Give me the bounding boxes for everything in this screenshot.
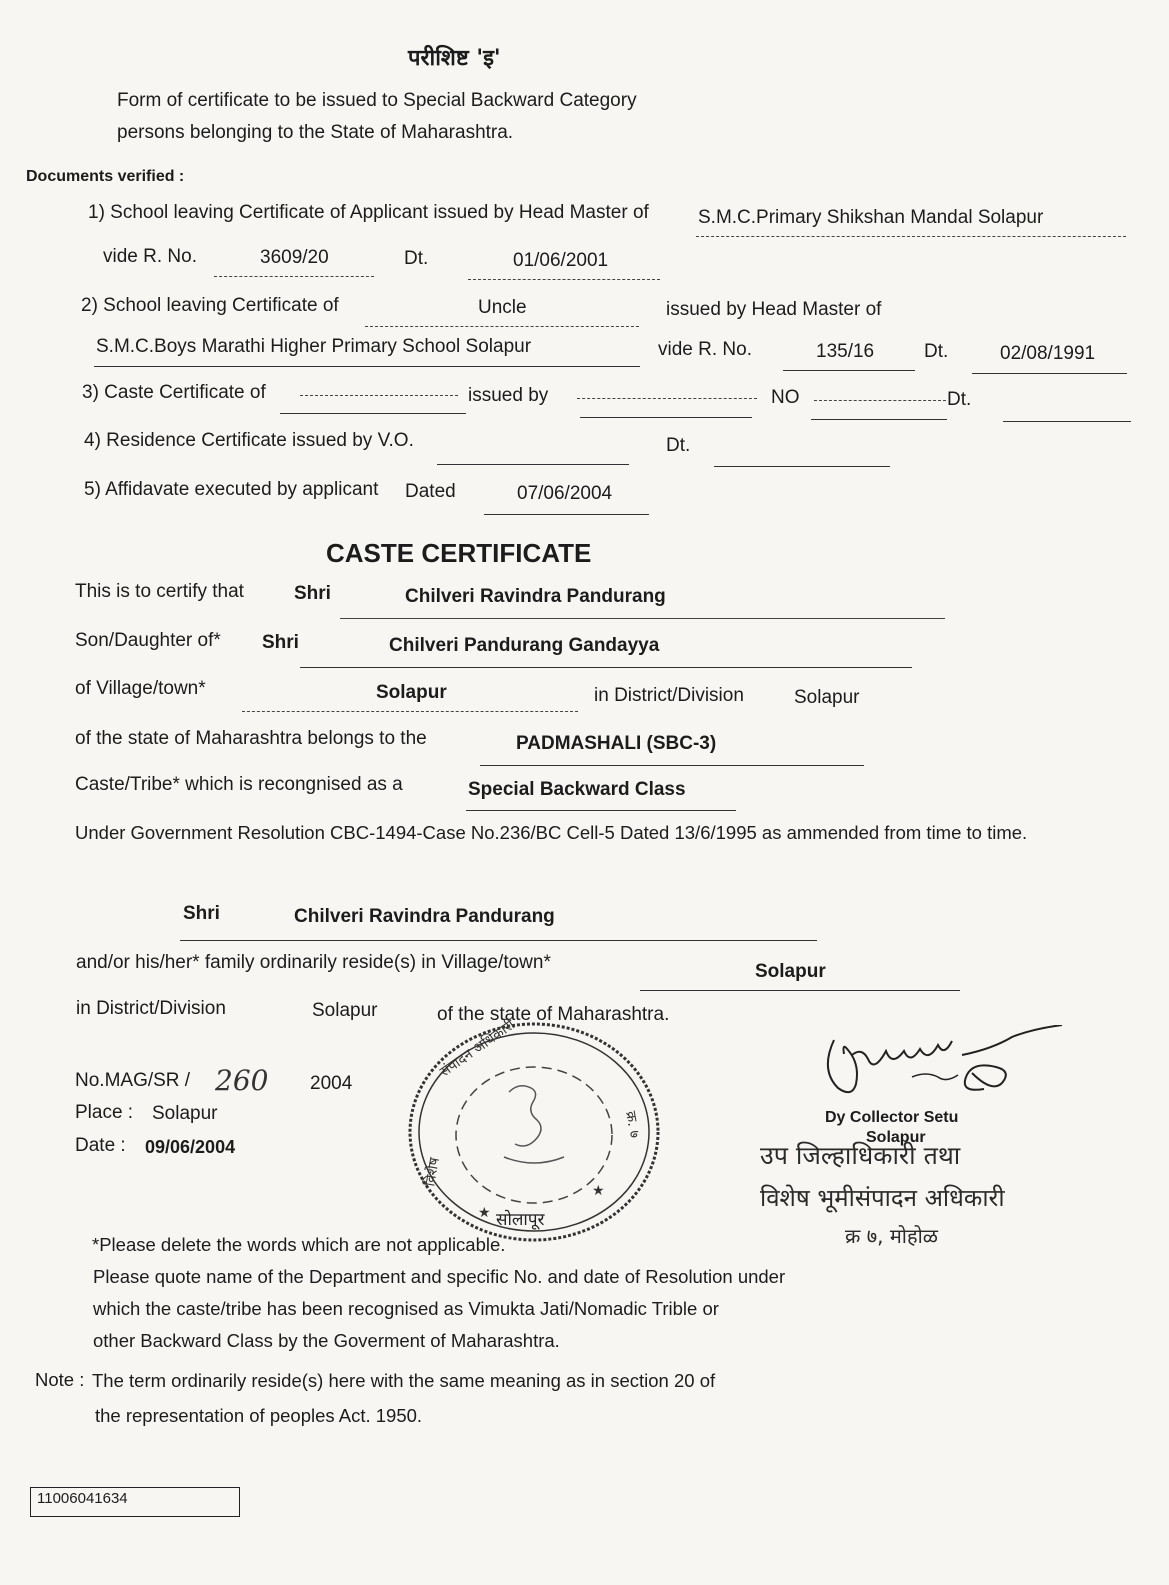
appendix-title: परीशिष्ट 'इ': [408, 46, 501, 71]
doc1-school: S.M.C.Primary Shikshan Mandal Solapur: [698, 207, 1044, 228]
caste-line: [480, 765, 864, 766]
reside-village: Solapur: [755, 961, 826, 982]
shri-3: Shri: [183, 903, 220, 924]
doc5-label: 5) Affidavate executed by applicant: [84, 479, 379, 500]
resolution-text: Under Government Resolution CBC-1494-Case No.236/BC Cell-5 Dated 13/6/1995 as ammended from time to time.: [75, 822, 1028, 843]
village-value: Solapur: [376, 682, 447, 703]
doc3-no-label: NO: [771, 387, 800, 408]
doc3-label: 3) Caste Certificate of: [82, 382, 266, 403]
svg-text:क्र. ७: क्र. ७: [622, 1109, 643, 1140]
date-value: 09/06/2004: [145, 1137, 236, 1157]
doc2-vide-label: vide R. No.: [658, 339, 752, 360]
marathi-stamp-line-2: विशेष भूमीसंपादन अधिकारी: [760, 1184, 1005, 1212]
place-value: Solapur: [152, 1103, 218, 1124]
seal-center-text: सोलापूर: [496, 1210, 545, 1230]
certify-label: This is to certify that: [75, 581, 244, 602]
certificate-title: CASTE CERTIFICATE: [326, 538, 592, 568]
marathi-stamp-line-1: उप जिल्हाधिकारी तथा: [760, 1141, 961, 1170]
reside-label: and/or his/her* family ordinarily reside(s) in Village/town*: [76, 952, 551, 973]
district-label: in District/Division: [594, 685, 744, 706]
no-mag-label: No.MAG/SR /: [75, 1070, 191, 1091]
doc5-dated-label: Dated: [405, 481, 456, 502]
father-name: Chilveri Pandurang Gandayya: [389, 635, 660, 656]
doc3-line-3: [811, 419, 947, 420]
doc2-issued-label: issued by Head Master of: [666, 299, 882, 320]
doc3-dash-2: [577, 398, 757, 399]
doc2-relation-line: [365, 326, 639, 327]
official-seal: [404, 1017, 664, 1247]
district-value-2: Solapur: [312, 1000, 378, 1021]
doc4-dt-label: Dt.: [666, 435, 691, 456]
doc1-date-line: [468, 279, 660, 280]
doc1-date: 01/06/2001: [513, 250, 609, 271]
doc1-school-line: [696, 236, 1126, 237]
doc3-line-4: [1003, 421, 1131, 422]
doc2-relation: Uncle: [478, 297, 527, 318]
note-line-1: *Please delete the words which are not applicable.: [92, 1234, 506, 1255]
applicant-name-2-line: [180, 940, 817, 941]
caste-value: PADMASHALI (SBC-3): [516, 733, 717, 754]
applicant-name-line: [340, 618, 945, 619]
doc3-issued-label: issued by: [468, 385, 549, 406]
reside-village-line: [640, 990, 960, 991]
doc1-rno: 3609/20: [260, 247, 329, 268]
village-label: of Village/town*: [75, 678, 206, 699]
doc1-vide-label: vide R. No.: [103, 246, 197, 267]
no-mag-handwritten: 260: [215, 1064, 269, 1097]
doc2-label: 2) School leaving Certificate of: [81, 295, 339, 316]
doc3-dash-3: [814, 400, 946, 401]
doc4-line-2: [714, 466, 890, 467]
shri-2: Shri: [262, 632, 299, 653]
father-name-line: [300, 667, 912, 668]
doc3-dash-1: [300, 395, 458, 396]
doc2-school-line: [94, 366, 640, 367]
applicant-name: Chilveri Ravindra Pandurang: [405, 586, 666, 607]
doc2-rno-line: [783, 370, 915, 371]
date-label: Date :: [75, 1135, 126, 1156]
note-line-4: other Backward Class by the Goverment of Maharashtra.: [93, 1330, 560, 1351]
note-line-5: The term ordinarily reside(s) here with the same meaning as in section 20 of: [92, 1370, 716, 1391]
doc2-rno: 135/16: [816, 341, 875, 362]
note-line-2: Please quote name of the Department and specific No. and date of Resolution under: [93, 1266, 786, 1287]
svg-text:संपादन अधिकारी: संपादन अधिकारी: [437, 1017, 518, 1081]
son-of-label: Son/Daughter of*: [75, 630, 221, 651]
note-line-3: which the caste/tribe has been recognised as Vimukta Jati/Nomadic Trible or: [93, 1298, 719, 1319]
svg-text:★: ★: [592, 1183, 605, 1199]
form-line-1: Form of certificate to be issued to Special Backward Category: [117, 90, 637, 111]
doc2-school: S.M.C.Boys Marathi Higher Primary School Solapur: [96, 336, 532, 357]
doc2-date-line: [972, 373, 1127, 374]
form-line-2: persons belonging to the State of Maharashtra.: [117, 122, 514, 143]
district-label-2: in District/Division: [76, 998, 226, 1019]
doc3-line-1: [280, 413, 466, 414]
svg-text:★: ★: [478, 1205, 491, 1221]
note-label: Note :: [35, 1369, 85, 1390]
no-mag-year: 2004: [310, 1073, 353, 1094]
place-label: Place :: [75, 1102, 134, 1123]
doc5-date-line: [484, 514, 649, 515]
category-value: Special Backward Class: [468, 779, 686, 800]
officer-place: Solapur: [866, 1129, 926, 1146]
state-suffix: of the state of Maharashtra.: [437, 1004, 670, 1025]
doc2-dt-label: Dt.: [924, 341, 949, 362]
doc3-line-2: [580, 417, 752, 418]
doc5-date: 07/06/2004: [517, 483, 613, 504]
documents-heading: Documents verified :: [26, 168, 185, 185]
category-line: [466, 810, 736, 811]
shri-1: Shri: [294, 583, 331, 604]
doc2-date: 02/08/1991: [1000, 343, 1096, 364]
recognised-label: Caste/Tribe* which is recongnised as a: [75, 774, 403, 795]
applicant-name-2: Chilveri Ravindra Pandurang: [294, 906, 555, 927]
serial-number: 11006041634: [37, 1490, 128, 1507]
marathi-stamp-line-3: क्र ७, मोहोळ: [845, 1224, 938, 1248]
serial-number-box: [30, 1487, 240, 1517]
doc1-dt-label: Dt.: [404, 248, 429, 269]
doc3-dt-label: Dt.: [947, 389, 972, 410]
officer-title: Dy Collector Setu: [825, 1109, 959, 1126]
svg-text:विशेष: विशेष: [422, 1156, 443, 1188]
district-value: Solapur: [794, 687, 860, 708]
officer-signature: [812, 1025, 1072, 1110]
note-line-6: the representation of peoples Act. 1950.: [95, 1405, 423, 1426]
doc4-line-1: [437, 464, 629, 465]
village-line: [242, 711, 578, 712]
doc4-label: 4) Residence Certificate issued by V.O.: [84, 430, 414, 451]
doc1-label: 1) School leaving Certificate of Applicant issued by Head Master of: [88, 202, 649, 223]
doc1-rno-line: [214, 276, 374, 277]
state-label: of the state of Maharashtra belongs to the: [75, 728, 427, 749]
